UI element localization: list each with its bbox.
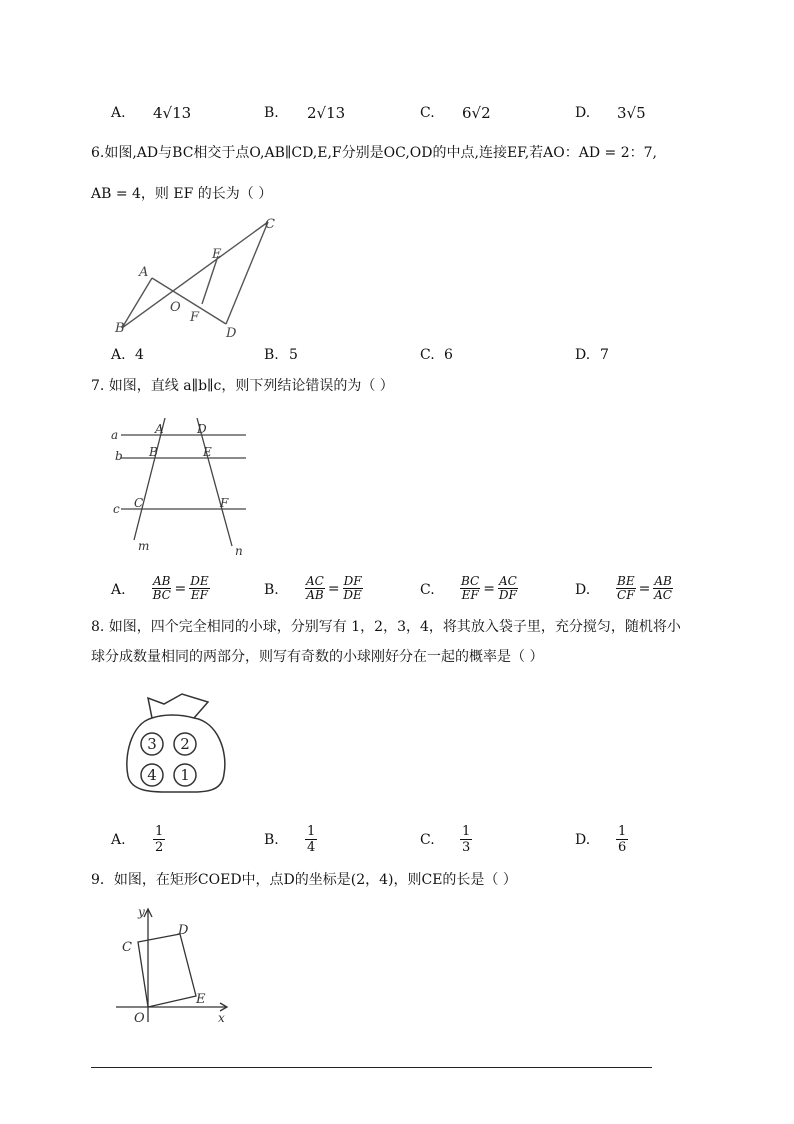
q6-label-o: O: [170, 300, 181, 315]
q5-option-a-letter: A.: [111, 105, 126, 121]
q7-label-b-line: b: [115, 449, 123, 463]
q8-ball-3-label: 3: [147, 735, 157, 753]
q7-d-num2: AB: [654, 574, 672, 588]
q7-label-a-line: a: [111, 428, 119, 442]
q7-option-a-letter: A.: [111, 582, 126, 598]
q6-option-d-letter: D.: [575, 347, 591, 363]
q7-figure: [105, 418, 265, 558]
q9-label-y: y: [138, 905, 145, 919]
q9-label-x: x: [218, 1011, 225, 1025]
q6-option-b-letter: B.: [264, 347, 279, 363]
q7-b-den1: AB: [306, 588, 324, 602]
q8-option-b-fraction: [305, 824, 317, 855]
q6-option-d-value: 7: [600, 347, 609, 363]
q5-option-b-value: 2√13: [307, 104, 346, 122]
q8-option-d-fraction: [616, 824, 628, 855]
q8-option-c-fraction: [460, 824, 472, 855]
q7-a-den2: EF: [190, 588, 208, 602]
q7-option-a-equation: $\frac{AB}{BC}$ = $\frac{DE}{EF}$: [152, 574, 209, 602]
q5-option-d-value: 3√5: [617, 104, 646, 122]
q6-label-a: A: [139, 265, 149, 280]
q8-ball-2-label: 2: [180, 735, 190, 753]
q7-d-den2: AC: [654, 588, 672, 602]
q7-option-b-equation: $\frac{AC}{AB}$ = $\frac{DF}{DE}$: [306, 574, 362, 602]
q6-option-c-letter: C.: [420, 347, 435, 363]
q7-a-num1: AB: [153, 574, 171, 588]
q5-option-d-letter: D.: [575, 105, 591, 121]
q5-option-c-value: 6√2: [462, 104, 491, 122]
q7-b-num1: AC: [306, 574, 324, 588]
q6-option-b-value: 5: [289, 347, 298, 363]
q8-c-den: 3: [462, 840, 471, 855]
q7-label-n: n: [235, 544, 243, 558]
q7-c-den2: DF: [498, 588, 517, 602]
q9-label-c: C: [122, 940, 132, 955]
q9-label-o: O: [134, 1011, 145, 1026]
q9-stem-line1: 9．如图，在矩形COED中，点D的坐标是(2，4)，则CE的长是（ ）: [91, 872, 517, 888]
q7-label-e: E: [203, 445, 212, 459]
q6-label-b: B: [115, 321, 125, 336]
q8-d-den: 6: [618, 840, 627, 855]
q7-option-d-equation: $\frac{BE}{CF}$ = $\frac{AB}{AC}$: [617, 574, 672, 602]
q7-stem-line1: 7. 如图，直线 a∥b∥c，则下列结论错误的为（ ）: [91, 378, 394, 394]
q7-label-c-line: c: [113, 502, 120, 516]
q9-figure: [108, 904, 238, 1029]
q8-d-num: 1: [618, 824, 627, 839]
q6-label-e: E: [212, 247, 222, 262]
q8-b-num: 1: [307, 824, 316, 839]
q6-label-d: D: [226, 326, 237, 341]
q9-label-d: D: [178, 923, 189, 938]
q8-option-c-letter: C.: [420, 832, 435, 848]
q7-label-d: D: [197, 422, 207, 436]
q7-c-num1: BC: [461, 574, 480, 588]
q6-label-c: C: [265, 217, 275, 232]
q7-c-num2: AC: [498, 574, 517, 588]
q9-label-e: E: [196, 992, 206, 1007]
q8-a-num: 1: [155, 824, 164, 839]
q6-option-c-value: 6: [444, 347, 453, 363]
q7-d-num1: BE: [617, 574, 635, 588]
q5-option-b-letter: B.: [264, 105, 279, 121]
q6-stem-line1: 6.如图,AD与BC相交于点O,AB∥CD,E,F分别是OC,OD的中点,连接EF,若AO：AD = 2：7,: [91, 145, 657, 161]
footer-rule: [91, 1067, 652, 1068]
q7-b-den2: DE: [343, 588, 362, 602]
q7-b-num2: DF: [343, 574, 362, 588]
q7-option-c-equation: $\frac{BC}{EF}$ = $\frac{AC}{DF}$: [461, 574, 517, 602]
q7-a-num2: DE: [190, 574, 209, 588]
q8-stem-line2: 球分成数量相同的两部分，则写有奇数的小球刚好分在一起的概率是（ ）: [91, 649, 544, 665]
q6-figure: [110, 212, 290, 342]
q8-ball-4-label: 4: [147, 766, 157, 784]
q7-option-c-letter: C.: [420, 582, 435, 598]
q7-label-m: m: [138, 539, 150, 553]
q8-bag-figure: [122, 688, 232, 800]
q8-stem-line1: 8. 如图，四个完全相同的小球，分别写有 1，2，3，4，将其放入袋子里，充分搅匀，随机将小: [91, 619, 681, 635]
q8-option-d-letter: D.: [575, 832, 591, 848]
q7-d-den1: CF: [617, 588, 635, 602]
q7-c-den1: EF: [461, 588, 479, 602]
q7-option-b-letter: B.: [264, 582, 279, 598]
q8-option-a-fraction: [153, 824, 165, 855]
q7-label-f: F: [220, 496, 229, 510]
q6-option-a-value: 4: [135, 347, 144, 363]
q5-option-c-letter: C.: [420, 105, 435, 121]
q7-label-b: B: [149, 445, 158, 459]
q7-a-den1: BC: [152, 588, 171, 602]
q8-ball-1-label: 1: [180, 766, 190, 784]
q8-c-num: 1: [462, 824, 471, 839]
q8-a-den: 2: [155, 840, 164, 855]
q6-stem-line2: AB = 4，则 EF 的长为（ ）: [91, 186, 273, 202]
q7-option-d-letter: D.: [575, 582, 591, 598]
q7-label-c: C: [134, 496, 144, 510]
q7-label-a: A: [155, 422, 164, 436]
q6-label-f: F: [190, 310, 200, 325]
q8-option-b-letter: B.: [264, 832, 279, 848]
q6-option-a-letter: A.: [111, 347, 126, 363]
q8-option-a-letter: A.: [111, 832, 126, 848]
q8-b-den: 4: [307, 840, 316, 855]
q5-option-a-value: 4√13: [153, 104, 192, 122]
